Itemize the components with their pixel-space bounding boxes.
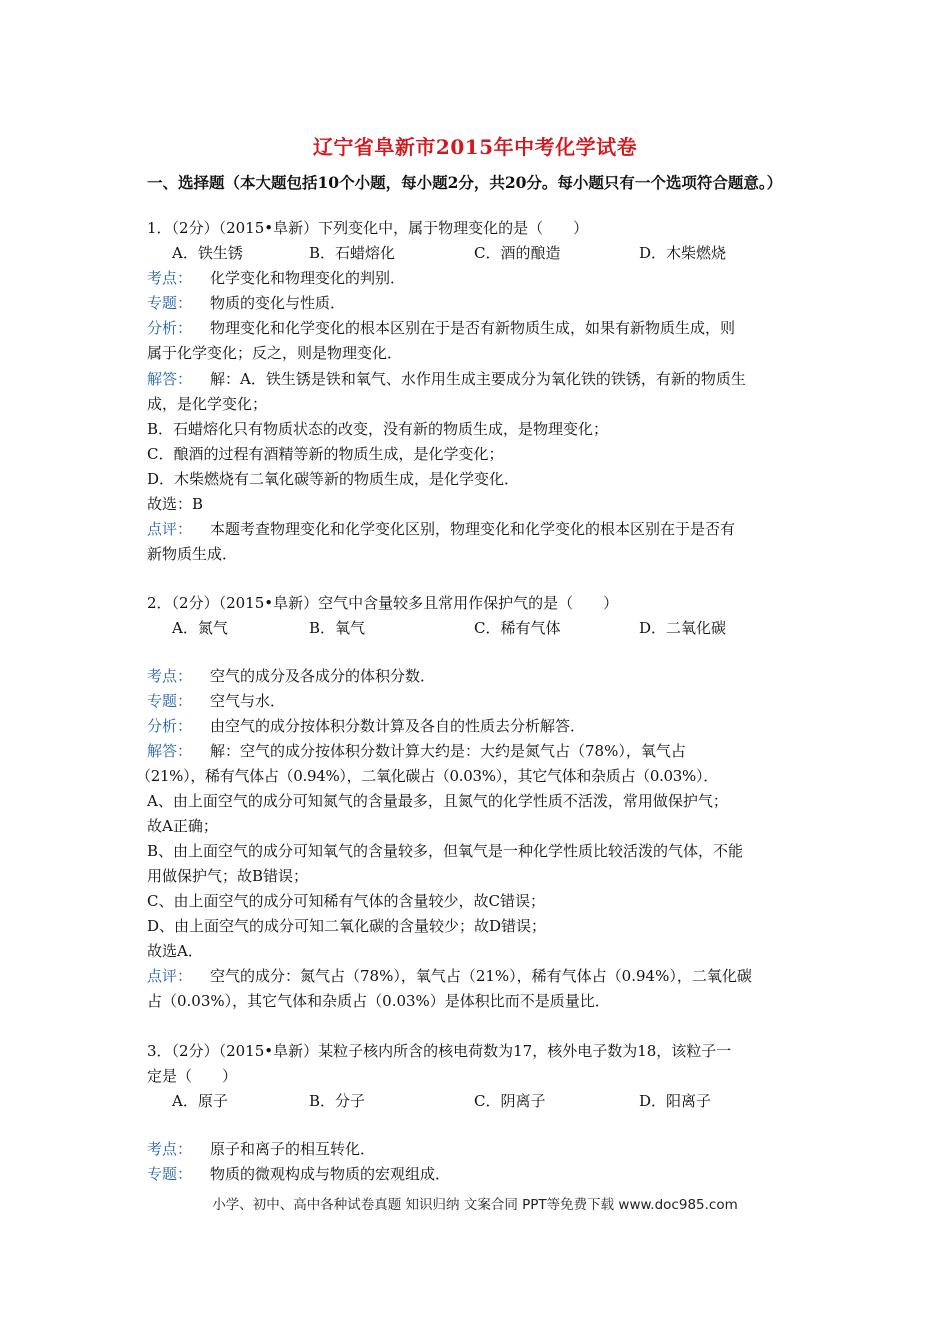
q1-answer: 故选：B (147, 495, 204, 513)
q1-dianping-cont: 新物质生成． (147, 545, 238, 563)
q1-jieda-text: 解：A．铁生锈是铁和氧气、水作用生成主要成分为氧化铁的铁锈，有新的物质生 (210, 370, 746, 388)
q3-option-d: D．阳离子 (639, 1092, 712, 1110)
q2-dianping-text: 空气的成分：氮气占（78%），氧气占（21%），稀有气体占（0.94%），二氧化碳 (210, 967, 752, 985)
label-kaodian: 考点： (147, 667, 193, 685)
q2-jieda-text: 解：空气的成分按体积分数计算大约是：大约是氮气占（78%），氧气占 (210, 742, 686, 760)
q1-option-d: D．木柴燃烧 (639, 244, 727, 262)
label-dianping: 点评： (147, 967, 193, 985)
label-zhuanti: 专题： (147, 294, 193, 312)
q2-option-a: A．氮气 (172, 619, 228, 637)
label-zhuanti: 专题： (147, 1165, 193, 1183)
q2-jieda-8: D、由上面空气的成分可知二氧化碳的含量较少；故D错误； (147, 917, 547, 935)
q2-fenxi (147, 714, 817, 738)
q2-zhuanti-text: 空气与水． (210, 692, 286, 710)
q1-jieda (147, 367, 817, 391)
q1-kaodian (147, 266, 817, 290)
q1-option-a: A．铁生锈 (172, 244, 243, 262)
q2-option-c: C．稀有气体 (474, 619, 561, 637)
label-fenxi: 分析： (147, 319, 193, 337)
q3-option-a: A．原子 (172, 1092, 228, 1110)
q1-fenxi-cont: 属于化学变化；反之，则是物理变化． (147, 344, 403, 362)
q2-jieda (147, 739, 817, 763)
q1-dianping-text: 本题考查物理变化和化学变化区别，物理变化和化学变化的根本区别在于是否有 (210, 520, 736, 538)
q2-answer: 故选A． (147, 942, 203, 960)
label-fenxi: 分析： (147, 717, 193, 735)
q2-option-d: D．二氧化碳 (639, 619, 727, 637)
q1-option-b: B．石蜡熔化 (309, 244, 396, 262)
q2-jieda-3: A、由上面空气的成分可知氮气的含量最多，且氮气的化学性质不活泼，常用做保护气； (147, 792, 728, 810)
q2-jieda-2: （21%），稀有气体占（0.94%），二氧化碳占（0.03%），其它气体和杂质占（0.03%）． (136, 767, 718, 785)
q2-jieda-6: 用做保护气；故B错误； (147, 867, 309, 885)
section-heading: 一、选择题（本大题包括10个小题，每小题2分，共20分。每小题只有一个选项符合题意。） (147, 173, 783, 192)
q1-dianping (147, 517, 817, 541)
q1-jieda-3: B．石蜡熔化只有物质状态的改变，没有新的物质生成，是物理变化； (147, 420, 609, 438)
q2-option-b: B．氧气 (309, 619, 366, 637)
q2-fenxi-text: 由空气的成分按体积分数计算及各自的性质去分析解答． (210, 717, 586, 735)
label-jieda: 解答： (147, 370, 193, 388)
q3-kaodian (147, 1137, 817, 1161)
q1-jieda-4: C．酿酒的过程有酒精等新的物质生成，是化学变化； (147, 445, 504, 463)
q1-stem: 1．（2分）（2015•阜新）下列变化中，属于物理变化的是（ ） (147, 219, 589, 237)
q3-zhuanti-text: 物质的微观构成与物质的宏观组成． (210, 1165, 451, 1183)
q2-kaodian (147, 664, 817, 688)
q1-zhuanti-text: 物质的变化与性质． (210, 294, 346, 312)
q2-zhuanti (147, 689, 817, 713)
label-zhuanti: 专题： (147, 692, 193, 710)
page-title: 辽宁省阜新市2015年中考化学试卷 (312, 135, 638, 159)
q3-zhuanti (147, 1162, 817, 1186)
q2-jieda-5: B、由上面空气的成分可知氧气的含量较多，但氧气是一种化学性质比较活泼的气体，不能 (147, 842, 744, 860)
q3-kaodian-text: 原子和离子的相互转化． (210, 1140, 376, 1158)
q1-fenxi-text: 物理变化和化学变化的根本区别在于是否有新物质生成，如果有新物质生成，则 (210, 319, 736, 337)
q2-dianping (147, 964, 817, 988)
label-kaodian: 考点： (147, 269, 193, 287)
q2-jieda-7: C、由上面空气的成分可知稀有气体的含量较少，故C错误； (147, 892, 545, 910)
q1-jieda-2: 成，是化学变化； (147, 395, 268, 413)
q1-zhuanti (147, 291, 817, 315)
q2-stem: 2．（2分）（2015•阜新）空气中含量较多且常用作保护气的是（ ） (147, 594, 619, 612)
q1-fenxi (147, 316, 817, 340)
q3-stem: 3．（2分）（2015•阜新）某粒子核内所含的核电荷数为17，核外电子数为18，该粒子一 (147, 1042, 732, 1060)
label-kaodian: 考点： (147, 1140, 193, 1158)
q2-jieda-4: 故A正确； (147, 817, 218, 835)
q3-option-b: B．分子 (309, 1092, 366, 1110)
q1-option-c: C．酒的酿造 (474, 244, 561, 262)
label-dianping: 点评： (147, 520, 193, 538)
q2-kaodian-text: 空气的成分及各成分的体积分数． (210, 667, 436, 685)
q3-option-c: C．阴离子 (474, 1092, 546, 1110)
q1-kaodian-text: 化学变化和物理变化的判别． (210, 269, 406, 287)
q1-jieda-5: D．木柴燃烧有二氧化碳等新的物质生成，是化学变化． (147, 470, 520, 488)
q2-dianping-cont: 占（0.03%），其它气体和杂质占（0.03%）是体积比而不是质量比． (147, 992, 610, 1010)
q3-stem-cont: 定是（ ） (147, 1067, 238, 1085)
footer-ad-text: 小学、初中、高中各种试卷真题 知识归纳 文案合同 PPT等免费下载 www.doc985.com (212, 1197, 738, 1213)
label-jieda: 解答： (147, 742, 193, 760)
